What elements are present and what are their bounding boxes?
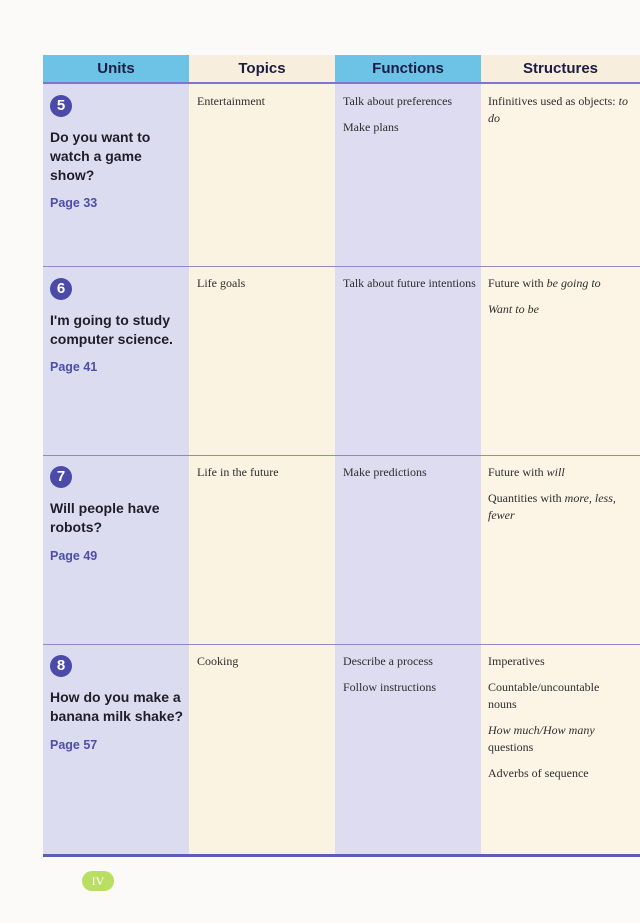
function-item: Make plans <box>343 120 399 134</box>
unit-title[interactable]: I'm going to study computer science. <box>50 312 173 347</box>
topic-text: Entertainment <box>197 94 265 108</box>
header-functions: Functions <box>335 55 481 83</box>
topic-cell <box>197 464 327 490</box>
unit-title[interactable]: How do you make a banana milk shake? <box>50 689 184 724</box>
structures-cell <box>488 93 628 136</box>
table-bottom-border <box>43 854 640 857</box>
topic-text: Life goals <box>197 276 246 290</box>
unit-page-link[interactable]: Page 41 <box>50 360 98 374</box>
topic-text: Life in the future <box>197 465 279 479</box>
structure-item: Imperatives <box>488 654 545 668</box>
topic-cell <box>197 93 327 119</box>
unit-title[interactable]: Will people have robots? <box>50 500 160 535</box>
unit-number-badge: 7 <box>50 466 72 488</box>
functions-cell <box>343 653 478 705</box>
function-item: Follow instructions <box>343 680 437 694</box>
unit-row <box>43 84 640 266</box>
structure-item: Infinitives used as objects: to do <box>488 94 628 125</box>
header-units: Units <box>43 55 189 83</box>
structure-item: Future with will <box>488 465 565 479</box>
unit-number-badge: 6 <box>50 278 72 300</box>
topic-text: Cooking <box>197 654 239 668</box>
structures-cell <box>488 275 628 327</box>
header-structures: Structures <box>481 55 640 83</box>
unit-page-link[interactable]: Page 49 <box>50 549 98 563</box>
unit-title[interactable]: Do you want to watch a game show? <box>50 129 151 183</box>
header-topics: Topics <box>189 55 335 83</box>
contents-table <box>43 55 640 856</box>
unit-row <box>43 267 640 455</box>
unit-page-link[interactable]: Page 57 <box>50 738 98 752</box>
structures-cell <box>488 653 628 791</box>
function-item: Make predictions <box>343 465 427 479</box>
structures-cell <box>488 464 628 533</box>
structure-item: Want to be <box>488 302 539 316</box>
unit-row <box>43 456 640 644</box>
functions-cell <box>343 464 478 490</box>
unit-page-link[interactable]: Page 33 <box>50 196 98 210</box>
function-item: Describe a process <box>343 654 433 668</box>
function-item: Talk about future intentions <box>343 276 476 290</box>
unit-row <box>43 645 640 853</box>
unit-number-badge: 8 <box>50 655 72 677</box>
page-number-badge: IV <box>82 871 114 891</box>
functions-cell <box>343 93 478 145</box>
structure-item: Countable/uncountable nouns <box>488 680 600 711</box>
function-item: Talk about preferences <box>343 94 453 108</box>
structure-item: Future with be going to <box>488 276 601 290</box>
topic-cell <box>197 275 327 301</box>
topic-cell <box>197 653 327 679</box>
structure-item: Adverbs of sequence <box>488 766 589 780</box>
structure-item: How much/How many questions <box>488 723 595 754</box>
unit-number-badge: 5 <box>50 95 72 117</box>
functions-cell <box>343 275 478 301</box>
structure-item: Quantities with more, less, fewer <box>488 491 616 522</box>
